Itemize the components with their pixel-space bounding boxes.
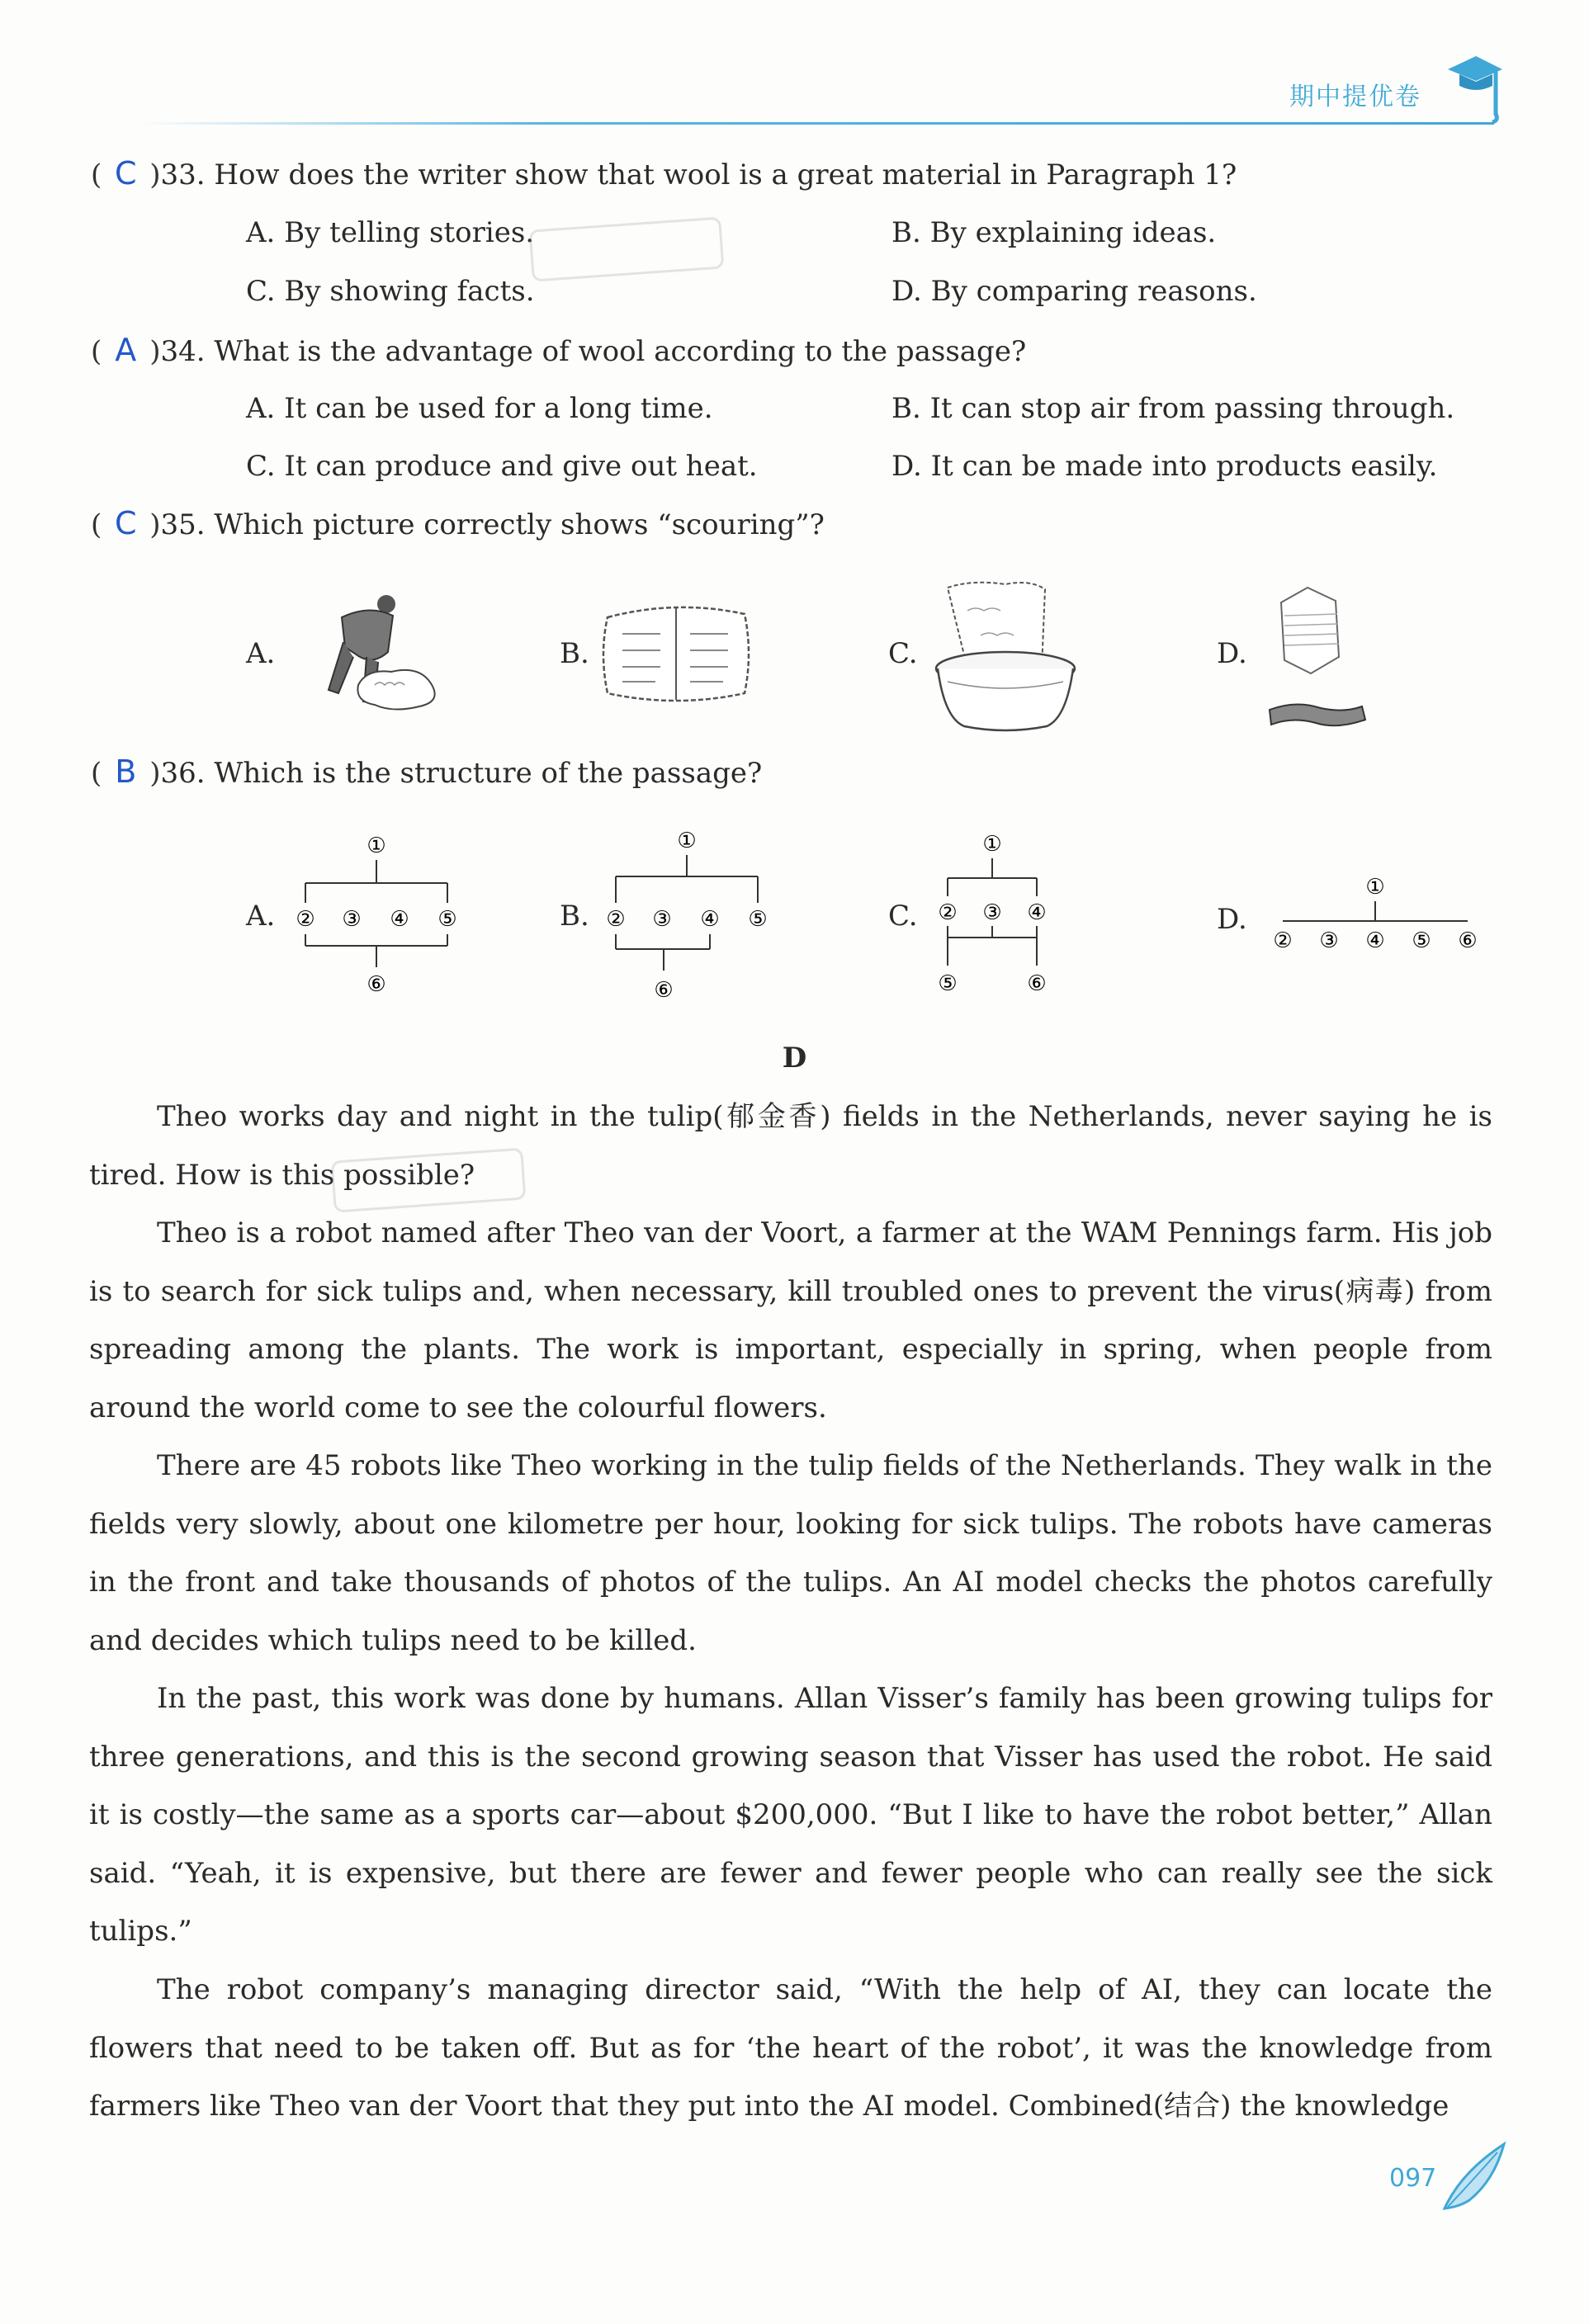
diagram-d-node-5: ⑤: [1412, 928, 1431, 953]
passage-title: D: [782, 1042, 807, 1075]
question-35: ( C )35. Which picture correctly shows “scouring”?: [91, 505, 825, 541]
q33-option-a: A. By telling stories.: [246, 216, 535, 249]
question-35-stem: 35. Which picture correctly shows “scouring”?: [160, 508, 825, 541]
q34-option-c: C. It can produce and give out heat.: [246, 450, 758, 483]
watermark-logo: [329, 1141, 531, 1221]
diagram-b-node-6: ⑥: [654, 978, 674, 1003]
structure-diagram-d: [1263, 868, 1486, 975]
q33-option-b: B. By explaining ideas.: [891, 216, 1217, 249]
header-divider: [140, 122, 1494, 125]
diagram-d-node-6: ⑥: [1458, 928, 1478, 953]
diagram-c-node-1: ①: [982, 832, 1002, 857]
diagram-a-node-1: ①: [367, 834, 386, 858]
diagram-a-node-4: ④: [390, 907, 409, 932]
passage-paragraph-4: In the past, this work was done by humans. Allan Visser’s family has been growing tulips for three generations, and this is the second growing season that Visser has used the robot. He said it is costly—the same as a sports car—about $200,000. “But I like to have the robot better,” Allan said. “Yeah, it is expensive, but there are fewer and fewer people who can really see the sick tulips.”: [89, 1682, 1492, 1948]
answer-33: C: [114, 155, 137, 191]
q35-label-c: C.: [888, 637, 918, 670]
question-34: ( A )34. What is the advantage of wool according to the passage?: [91, 332, 1027, 368]
passage-paragraph-5: The robot company’s managing director said, “With the help of AI, they can locate the flowers that need to be taken off. But as for ‘the heart of the robot’, it was the knowledge from farmers like Theo van der Voort that they put into the AI model. Combined(结合) the knowledge: [89, 1973, 1492, 2123]
q33-option-d: D. By comparing reasons.: [891, 275, 1257, 308]
q35-label-b: B.: [560, 637, 589, 670]
diagram-b-node-1: ①: [677, 829, 697, 853]
q33-option-c: C. By showing facts.: [246, 275, 535, 308]
wool-in-water-tub-picture: [931, 578, 1080, 735]
diagram-c-node-3: ③: [982, 900, 1002, 925]
diagram-b-node-5: ⑤: [748, 907, 768, 932]
diagram-a-node-2: ②: [296, 907, 315, 932]
diagram-c-node-6: ⑥: [1027, 971, 1047, 996]
q36-label-c: C.: [888, 900, 918, 933]
structure-diagram-b: [599, 824, 781, 1012]
graduation-cap-icon: [1445, 48, 1504, 124]
diagram-a-node-3: ③: [342, 907, 362, 932]
diagram-d-node-4: ④: [1365, 928, 1385, 953]
wool-bale-picture: [598, 596, 754, 711]
passage-paragraph-2: Theo is a robot named after Theo van der Voort, a farmer at the WAM Pennings farm. His job is to search for sick tulips and, when necessary, kill troubled ones to prevent the virus(病毒) from spreading among the plants. The work is important, especially in spring, when people from around the world come to see the colourful flowers.: [89, 1216, 1492, 1424]
diagram-c-node-4: ④: [1027, 900, 1047, 925]
answer-35: C: [114, 505, 137, 541]
structure-diagram-a: [289, 829, 471, 1004]
question-34-stem: 34. What is the advantage of wool according to the passage?: [160, 335, 1027, 368]
question-33: ( C )33. How does the writer show that wool is a great material in Paragraph 1?: [91, 155, 1237, 191]
watermark-logo: [527, 210, 729, 290]
answer-36: B: [115, 753, 137, 790]
diagram-a-node-6: ⑥: [367, 972, 386, 997]
q34-option-a: A. It can be used for a long time.: [246, 392, 713, 425]
diagram-b-node-3: ③: [652, 907, 672, 932]
feather-icon: [1436, 2139, 1511, 2215]
shearing-sheep-picture: [296, 593, 444, 716]
question-36: ( B )36. Which is the structure of the passage?: [91, 753, 763, 790]
q34-option-d: D. It can be made into products easily.: [891, 450, 1438, 483]
diagram-a-node-5: ⑤: [437, 907, 457, 932]
q36-label-a: A.: [246, 900, 276, 933]
q36-label-b: B.: [560, 900, 589, 933]
diagram-b-node-2: ②: [606, 907, 626, 932]
q35-label-d: D.: [1217, 637, 1247, 670]
question-36-stem: 36. Which is the structure of the passage?: [160, 757, 763, 790]
passage-paragraph-3: There are 45 robots like Theo working in the tulip fields of the Netherlands. They walk in the fields very slowly, about one kilometre per hour, looking for sick tulips. The robots have cameras in the front and take thousands of photos of the tulips. An AI model checks the photos carefully and decides which tulips need to be killed.: [89, 1449, 1492, 1657]
structure-diagram-c: [928, 827, 1060, 1008]
q34-option-b: B. It can stop air from passing through.: [891, 392, 1455, 425]
question-33-stem: 33. How does the writer show that wool is a great material in Paragraph 1?: [160, 158, 1237, 191]
q35-label-a: A.: [246, 637, 276, 670]
diagram-c-node-5: ⑤: [938, 971, 958, 996]
diagram-b-node-4: ④: [700, 907, 720, 932]
spun-yarn-picture: [1246, 578, 1370, 743]
diagram-d-node-2: ②: [1273, 928, 1293, 953]
section-header-title: 期中提优卷: [1289, 83, 1421, 111]
passage-paragraph-1: Theo works day and night in the tulip(郁金香) fields in the Netherlands, never saying he is tired. How is this possible?: [89, 1100, 1492, 1192]
diagram-d-node-1: ①: [1365, 875, 1385, 900]
diagram-c-node-2: ②: [938, 900, 958, 925]
q36-label-d: D.: [1217, 903, 1247, 936]
answer-34: A: [115, 332, 137, 368]
diagram-d-node-3: ③: [1319, 928, 1339, 953]
page-number: 097: [1389, 2164, 1437, 2193]
